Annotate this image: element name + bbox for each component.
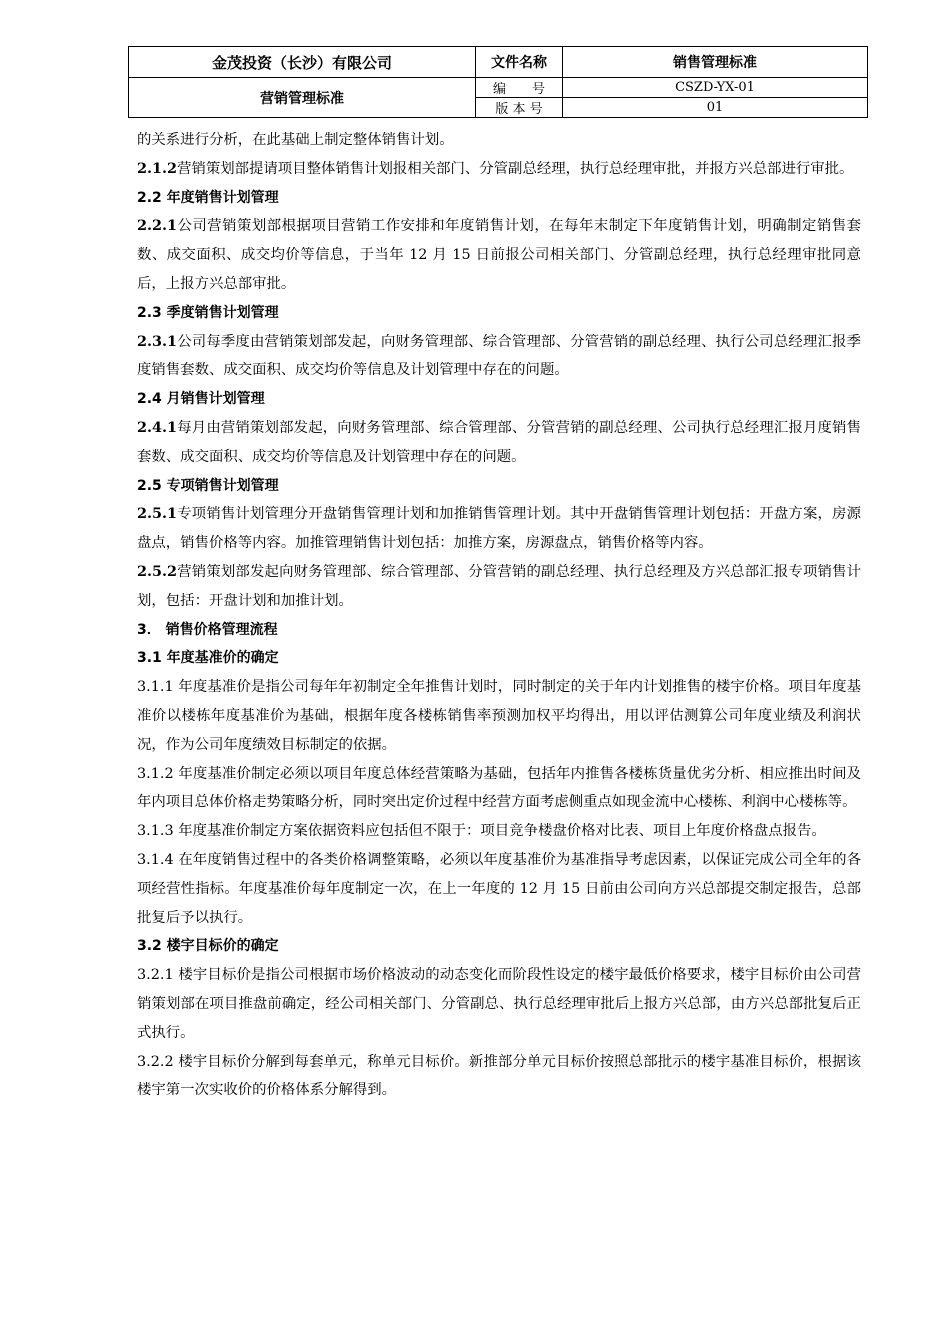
company-name: 金茂投资（长沙）有限公司 [129,47,476,78]
body-paragraph [137,1048,861,1106]
paragraph-text: 公司营销策划部根据项目营销工作安排和年度销售计划，在每年末制定下年度销售计划，明确制定销售套数、成交面积、成交均价等信息，于当年 12 月 15 日前报公司相关部门、分管副总经理，执行总经理审批同意后，上报方兴总部审批。 [137,218,861,292]
paragraph-text: 3.2.1 楼宇目标价是指公司根据市场价格波动的动态变化而阶段性设定的楼宇最低价格要求，楼宇目标价由公司营销策划部在项目推盘前确定，经公司相关部门、分管副总、执行总经理审批后上报方兴总部，由方兴总部批复后正式执行。 [137,967,861,1041]
body-paragraph [137,126,861,155]
paragraph-text: 营销策划部发起向财务管理部、综合管理部、分管营销的副总经理、执行总经理及方兴总部汇报专项销售计划，包括：开盘计划和加推计划。 [137,563,861,609]
paragraph-text: 3.2.2 楼宇目标价分解到每套单元，称单元目标价。新推部分单元目标价按照总部批示的楼宇基准目标价，根据该楼宇第一次实收价的价格体系分解得到。 [137,1053,861,1099]
body-paragraph [137,558,861,616]
body-paragraph [137,414,861,472]
section-heading: 3． 销售价格管理流程 [137,621,278,638]
version-value: 01 [563,98,868,118]
version-label: 版 本 号 [476,98,563,118]
paragraph-text: 3.1.3 年度基准价制定方案依据资料应包括但不限于：项目竞争楼盘价格对比表、项目上年度价格盘点报告。 [137,823,826,840]
paragraph-text: 3.1.4 在年度销售过程中的各类价格调整策略，必须以年度基准价为基准指导考虑因素，以保证完成公司全年的各项经营性指标。年度基准价每年度制定一次，在上一年度的 12 月 15 日前由公司向方兴总部提交制定报告，总部批复后予以执行。 [137,851,861,926]
document-body [137,126,861,1105]
document-header-table [128,46,868,118]
file-name-label: 文件名称 [476,47,563,78]
paragraph-text: 公司每季度由营销策划部发起，向财务管理部、综合管理部、分管营销的副总经理、执行公司总经理汇报季度销售套数、成交面积、成交均价等信息及计划管理中存在的问题。 [137,333,861,379]
body-paragraph [137,817,861,846]
section-heading: 3.2 楼宇目标价的确定 [137,938,279,955]
body-paragraph [137,760,861,818]
clause-number: 2.5.2 [137,562,178,580]
file-name-value: 销售管理标准 [563,47,868,78]
clause-number: 2.3.1 [137,332,178,350]
body-paragraph [137,846,861,932]
document-title: 营销管理标准 [129,78,476,118]
body-paragraph [137,328,861,386]
section-heading: 2.4 月销售计划管理 [137,391,265,408]
paragraph-text: 营销策划部提请项目整体销售计划报相关部门、分管副总经理，执行总经理审批，并报方兴总部进行审批。 [177,160,854,177]
body-paragraph [137,212,861,298]
paragraph-text: 的关系进行分析，在此基础上制定整体销售计划。 [137,132,454,148]
clause-number: 2.5.1 [137,505,178,523]
clause-number: 2.2.1 [137,217,178,235]
section-heading: 3.1 年度基准价的确定 [137,650,279,667]
number-value: CSZD-YX-01 [563,78,868,98]
body-paragraph [137,155,861,184]
body-paragraph [137,500,861,558]
paragraph-text: 3.1.1 年度基准价是指公司每年年初制定全年推售计划时，同时制定的关于年内计划推售的楼宇价格。项目年度基准价以楼栋年度基准价为基础，根据年度各楼栋销售率预测加权平均得出，用以评估测算公司年度业绩及利润状况，作为公司年度绩效目标制定的依据。 [137,679,861,753]
paragraph-text: 3.1.2 年度基准价制定必须以项目年度总体经营策略为基础，包括年内推售各楼栋货量优劣分析、相应推出时间及年内项目总体价格走势策略分析，同时突出定价过程中经营方面考虑侧重点如现金流中心楼栋、利润中心楼栋等。 [137,765,861,811]
number-label: 编 号 [476,78,563,98]
body-paragraph [137,673,861,759]
paragraph-text: 专项销售计划管理分开盘销售管理计划和加推销售管理计划。其中开盘销售管理计划包括：开盘方案，房源盘点，销售价格等内容。加推管理销售计划包括：加推方案，房源盘点，销售价格等内容。 [137,506,861,552]
paragraph-text: 每月由营销策划部发起，向财务管理部、综合管理部、分管营销的副总经理、公司执行总经理汇报月度销售套数、成交面积、成交均价等信息及计划管理中存在的问题。 [137,419,861,465]
clause-number: 2.1.2 [137,159,178,177]
section-heading: 2.5 专项销售计划管理 [137,477,279,494]
section-heading: 2.3 季度销售计划管理 [137,304,279,321]
section-heading: 2.2 年度销售计划管理 [137,189,279,206]
clause-number: 2.4.1 [137,418,178,436]
body-paragraph [137,961,861,1047]
